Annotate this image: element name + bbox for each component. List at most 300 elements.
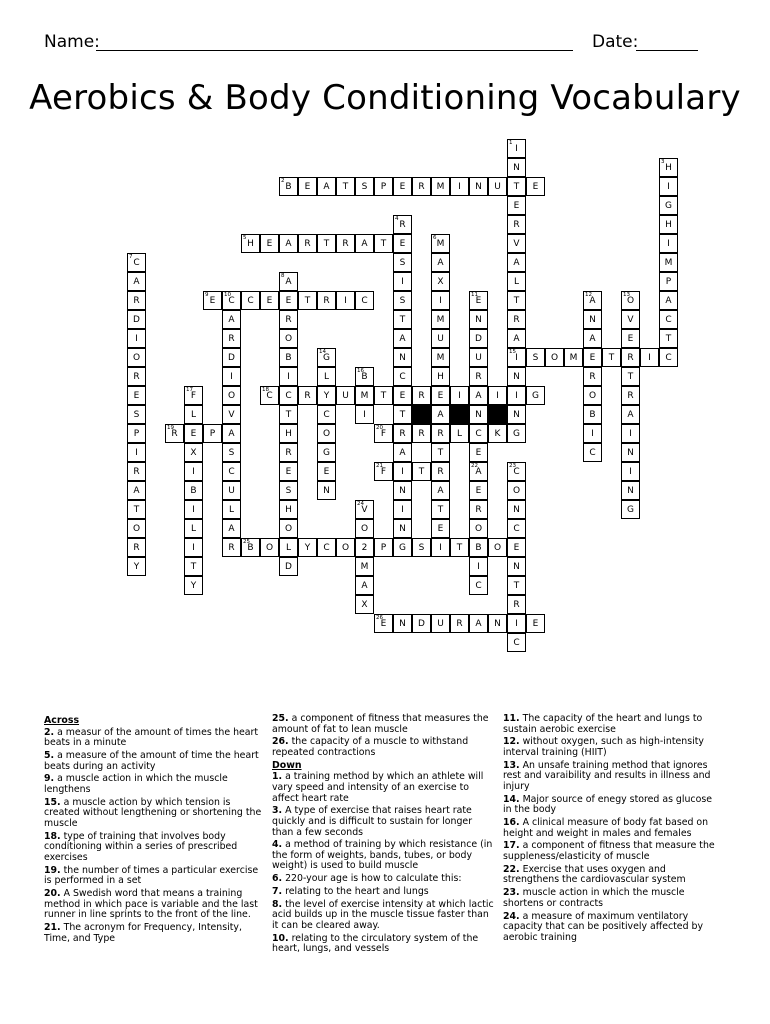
grid-cell[interactable] — [450, 424, 469, 443]
grid-cell[interactable] — [355, 386, 374, 405]
grid-cell[interactable] — [507, 272, 526, 291]
grid-cell[interactable] — [317, 424, 336, 443]
cell-letter: S — [361, 182, 368, 192]
clue-item — [503, 912, 715, 944]
cell-letter: I — [667, 239, 670, 249]
grid-cell[interactable] — [450, 386, 469, 405]
grid-cell[interactable] — [241, 291, 260, 310]
grid-cell[interactable] — [260, 386, 279, 405]
grid-cell[interactable] — [393, 481, 412, 500]
grid-cell[interactable] — [393, 272, 412, 291]
grid-cell[interactable] — [279, 424, 298, 443]
grid-cell[interactable] — [279, 310, 298, 329]
grid-cell[interactable] — [355, 177, 374, 196]
grid-cell[interactable] — [507, 196, 526, 215]
grid-cell[interactable] — [507, 310, 526, 329]
grid-cell[interactable] — [431, 253, 450, 272]
grid-cell[interactable] — [507, 576, 526, 595]
grid-cell[interactable] — [317, 348, 336, 367]
grid-cell[interactable] — [507, 481, 526, 500]
grid-cell[interactable] — [621, 405, 640, 424]
grid-cell[interactable] — [507, 386, 526, 405]
grid-cell[interactable] — [488, 538, 507, 557]
grid-cell[interactable] — [469, 462, 488, 481]
grid-cell[interactable] — [488, 177, 507, 196]
grid-cell[interactable] — [507, 462, 526, 481]
grid-cell[interactable] — [659, 177, 678, 196]
grid-cell[interactable] — [621, 443, 640, 462]
grid-cell[interactable] — [431, 519, 450, 538]
grid-cell[interactable] — [279, 462, 298, 481]
grid-cell[interactable] — [526, 614, 545, 633]
grid-cell[interactable] — [355, 405, 374, 424]
grid-cell[interactable] — [317, 367, 336, 386]
grid-cell[interactable] — [203, 424, 222, 443]
grid-cell[interactable] — [355, 291, 374, 310]
grid-cell[interactable] — [317, 177, 336, 196]
grid-cell[interactable] — [298, 538, 317, 557]
grid-cell[interactable] — [184, 538, 203, 557]
grid-cell[interactable] — [355, 538, 374, 557]
grid-cell[interactable] — [583, 348, 602, 367]
grid-cell[interactable] — [222, 538, 241, 557]
grid-cell[interactable] — [469, 519, 488, 538]
grid-cell[interactable] — [583, 424, 602, 443]
cell-letter: T — [456, 543, 463, 553]
grid-cell[interactable] — [165, 424, 184, 443]
grid-cell[interactable] — [184, 481, 203, 500]
cell-letter: E — [513, 543, 520, 553]
grid-cell[interactable] — [659, 310, 678, 329]
grid-cell[interactable] — [127, 538, 146, 557]
grid-cell[interactable] — [279, 272, 298, 291]
grid-cell[interactable] — [621, 462, 640, 481]
grid-cell[interactable] — [412, 424, 431, 443]
cell-letter: C — [266, 391, 273, 401]
grid-cell[interactable] — [545, 348, 564, 367]
grid-cell[interactable] — [374, 234, 393, 253]
grid-cell[interactable] — [184, 424, 203, 443]
grid-cell[interactable] — [507, 234, 526, 253]
grid-cell[interactable] — [222, 348, 241, 367]
grid-cell[interactable] — [507, 633, 526, 652]
grid-cell[interactable] — [298, 234, 317, 253]
grid-cell[interactable] — [317, 443, 336, 462]
grid-cell[interactable] — [621, 424, 640, 443]
grid-cell[interactable] — [298, 291, 317, 310]
grid-cell[interactable] — [355, 595, 374, 614]
grid-cell[interactable] — [507, 538, 526, 557]
clue-text: a method of training by which resistance (in the form of weights, bands, tubes, or body weight) is used to build muscle — [272, 839, 493, 872]
grid-cell[interactable] — [431, 481, 450, 500]
grid-cell[interactable] — [184, 519, 203, 538]
down-clue-list-continued — [503, 714, 715, 943]
grid-cell[interactable] — [374, 538, 393, 557]
grid-cell[interactable] — [431, 500, 450, 519]
grid-cell[interactable] — [184, 405, 203, 424]
grid-cell[interactable] — [279, 177, 298, 196]
grid-cell[interactable] — [279, 291, 298, 310]
cell-letter: R — [304, 391, 311, 401]
grid-cell[interactable] — [659, 329, 678, 348]
grid-cell[interactable] — [393, 367, 412, 386]
grid-cell[interactable] — [298, 177, 317, 196]
grid-cell[interactable] — [431, 177, 450, 196]
grid-cell[interactable] — [127, 500, 146, 519]
grid-cell[interactable] — [127, 253, 146, 272]
grid-cell[interactable] — [469, 557, 488, 576]
grid-cell[interactable] — [469, 500, 488, 519]
grid-cell[interactable] — [526, 386, 545, 405]
cell-letter: C — [475, 581, 482, 591]
cell-letter: R — [342, 239, 349, 249]
grid-cell[interactable] — [431, 386, 450, 405]
grid-cell[interactable] — [583, 405, 602, 424]
grid-cell[interactable] — [355, 557, 374, 576]
grid-cell[interactable] — [336, 386, 355, 405]
cell-letter: C — [247, 296, 254, 306]
clue-number: 18 — [262, 387, 269, 393]
grid-cell[interactable] — [222, 443, 241, 462]
grid-cell[interactable] — [583, 329, 602, 348]
grid-cell[interactable] — [127, 348, 146, 367]
grid-block-cell — [450, 405, 469, 424]
grid-cell[interactable] — [526, 348, 545, 367]
grid-cell[interactable] — [222, 386, 241, 405]
grid-cell[interactable] — [621, 386, 640, 405]
grid-cell[interactable] — [564, 348, 583, 367]
grid-cell[interactable] — [184, 443, 203, 462]
cell-letter: R — [304, 239, 311, 249]
grid-cell[interactable] — [431, 329, 450, 348]
grid-cell[interactable] — [393, 443, 412, 462]
grid-cell[interactable] — [469, 329, 488, 348]
grid-cell[interactable] — [469, 386, 488, 405]
grid-cell[interactable] — [469, 405, 488, 424]
grid-cell[interactable] — [127, 329, 146, 348]
grid-cell[interactable] — [222, 405, 241, 424]
grid-cell[interactable] — [450, 177, 469, 196]
grid-cell[interactable] — [412, 177, 431, 196]
grid-cell[interactable] — [659, 348, 678, 367]
grid-cell[interactable] — [393, 310, 412, 329]
cell-letter: L — [190, 410, 196, 420]
grid-cell[interactable] — [374, 386, 393, 405]
grid-cell[interactable] — [260, 234, 279, 253]
grid-cell[interactable] — [374, 177, 393, 196]
grid-cell[interactable] — [241, 538, 260, 557]
cell-letter: M — [436, 182, 445, 192]
cell-letter: A — [228, 315, 235, 325]
grid-cell[interactable] — [222, 310, 241, 329]
grid-cell[interactable] — [127, 272, 146, 291]
grid-cell[interactable] — [412, 614, 431, 633]
grid-cell[interactable] — [507, 424, 526, 443]
cell-letter: E — [266, 239, 273, 249]
grid-cell[interactable] — [659, 234, 678, 253]
grid-cell[interactable] — [621, 329, 640, 348]
grid-cell[interactable] — [127, 424, 146, 443]
grid-cell[interactable] — [621, 481, 640, 500]
grid-cell[interactable] — [317, 234, 336, 253]
grid-cell[interactable] — [431, 462, 450, 481]
grid-cell[interactable] — [621, 500, 640, 519]
grid-cell[interactable] — [507, 215, 526, 234]
grid-cell[interactable] — [374, 614, 393, 633]
grid-cell[interactable] — [393, 386, 412, 405]
grid-cell[interactable] — [431, 424, 450, 443]
grid-cell[interactable] — [621, 367, 640, 386]
grid-cell[interactable] — [393, 215, 412, 234]
grid-cell[interactable] — [127, 291, 146, 310]
grid-cell[interactable] — [317, 538, 336, 557]
cell-letter: R — [513, 600, 520, 610]
grid-cell[interactable] — [127, 310, 146, 329]
grid-cell[interactable] — [222, 481, 241, 500]
grid-cell[interactable] — [431, 367, 450, 386]
grid-cell[interactable] — [222, 329, 241, 348]
grid-cell[interactable] — [488, 386, 507, 405]
grid-cell[interactable] — [355, 519, 374, 538]
cell-letter: A — [399, 448, 406, 458]
cell-letter: B — [285, 353, 292, 363]
grid-cell[interactable] — [317, 462, 336, 481]
grid-cell[interactable] — [431, 443, 450, 462]
grid-cell[interactable] — [393, 291, 412, 310]
grid-cell[interactable] — [412, 386, 431, 405]
grid-cell[interactable] — [450, 614, 469, 633]
grid-cell[interactable] — [507, 139, 526, 158]
grid-cell[interactable] — [127, 405, 146, 424]
cell-letter: A — [361, 239, 368, 249]
grid-cell[interactable] — [241, 234, 260, 253]
grid-cell[interactable] — [469, 424, 488, 443]
grid-cell[interactable] — [469, 348, 488, 367]
grid-cell[interactable] — [222, 519, 241, 538]
grid-cell[interactable] — [355, 576, 374, 595]
grid-cell[interactable] — [222, 367, 241, 386]
grid-cell[interactable] — [659, 215, 678, 234]
cell-letter: E — [532, 619, 539, 629]
grid-cell[interactable] — [317, 291, 336, 310]
cell-letter: I — [344, 296, 347, 306]
grid-cell[interactable] — [450, 538, 469, 557]
grid-cell[interactable] — [431, 348, 450, 367]
grid-cell[interactable] — [336, 234, 355, 253]
grid-cell[interactable] — [583, 310, 602, 329]
grid-cell[interactable] — [279, 348, 298, 367]
grid-cell[interactable] — [317, 405, 336, 424]
grid-cell[interactable] — [393, 234, 412, 253]
grid-cell[interactable] — [393, 538, 412, 557]
grid-cell[interactable] — [127, 367, 146, 386]
grid-cell[interactable] — [279, 405, 298, 424]
cell-letter: Y — [190, 581, 197, 591]
grid-cell[interactable] — [222, 462, 241, 481]
grid-cell[interactable] — [184, 386, 203, 405]
grid-cell[interactable] — [412, 538, 431, 557]
grid-cell[interactable] — [336, 177, 355, 196]
grid-cell[interactable] — [469, 481, 488, 500]
cell-letter: R — [285, 448, 292, 458]
grid-cell[interactable] — [336, 538, 355, 557]
cell-letter: S — [532, 353, 539, 363]
grid-cell[interactable] — [526, 177, 545, 196]
grid-cell[interactable] — [374, 424, 393, 443]
grid-cell[interactable] — [469, 538, 488, 557]
cell-letter: R — [437, 467, 444, 477]
cell-letter: D — [285, 562, 292, 572]
grid-cell[interactable] — [583, 291, 602, 310]
grid-cell[interactable] — [469, 367, 488, 386]
grid-cell[interactable] — [127, 481, 146, 500]
grid-cell[interactable] — [507, 595, 526, 614]
grid-cell[interactable] — [393, 177, 412, 196]
cell-letter: S — [285, 486, 292, 496]
clue-number-label: 8. — [272, 898, 283, 910]
cell-letter: N — [513, 372, 520, 382]
grid-cell[interactable] — [431, 614, 450, 633]
grid-cell[interactable] — [355, 367, 374, 386]
grid-cell[interactable] — [431, 405, 450, 424]
grid-cell[interactable] — [393, 424, 412, 443]
grid-cell[interactable] — [583, 386, 602, 405]
grid-cell[interactable] — [317, 481, 336, 500]
grid-cell[interactable] — [127, 386, 146, 405]
grid-cell[interactable] — [659, 291, 678, 310]
grid-cell[interactable] — [488, 424, 507, 443]
grid-cell[interactable] — [431, 310, 450, 329]
grid-cell[interactable] — [222, 424, 241, 443]
grid-cell[interactable] — [279, 329, 298, 348]
grid-cell[interactable] — [355, 234, 374, 253]
grid-cell[interactable] — [621, 310, 640, 329]
grid-cell[interactable] — [127, 462, 146, 481]
grid-cell[interactable] — [336, 291, 355, 310]
grid-cell[interactable] — [203, 291, 222, 310]
grid-cell[interactable] — [431, 272, 450, 291]
grid-cell[interactable] — [507, 291, 526, 310]
clue-number: 6 — [433, 235, 437, 241]
grid-cell[interactable] — [507, 519, 526, 538]
grid-cell[interactable] — [317, 386, 336, 405]
grid-cell[interactable] — [602, 348, 621, 367]
grid-cell[interactable] — [469, 576, 488, 595]
grid-cell[interactable] — [222, 500, 241, 519]
clues-column-3 — [503, 714, 715, 946]
grid-cell[interactable] — [279, 367, 298, 386]
clue-item — [503, 818, 715, 839]
grid-cell[interactable] — [127, 519, 146, 538]
grid-cell[interactable] — [469, 291, 488, 310]
grid-cell[interactable] — [393, 614, 412, 633]
grid-cell[interactable] — [127, 557, 146, 576]
grid-cell[interactable] — [659, 272, 678, 291]
grid-cell[interactable] — [393, 329, 412, 348]
grid-cell[interactable] — [298, 386, 317, 405]
grid-cell[interactable] — [431, 291, 450, 310]
grid-cell[interactable] — [393, 405, 412, 424]
grid-cell[interactable] — [621, 291, 640, 310]
grid-cell[interactable] — [507, 348, 526, 367]
grid-cell[interactable] — [279, 500, 298, 519]
clue-number-label: 15. — [44, 796, 61, 808]
grid-cell[interactable] — [374, 462, 393, 481]
grid-cell[interactable] — [488, 614, 507, 633]
grid-cell[interactable] — [393, 253, 412, 272]
down-heading: Down — [272, 759, 302, 771]
grid-cell[interactable] — [507, 253, 526, 272]
grid-cell[interactable] — [507, 405, 526, 424]
grid-cell[interactable] — [507, 177, 526, 196]
grid-cell[interactable] — [659, 196, 678, 215]
grid-cell[interactable] — [507, 329, 526, 348]
grid-cell[interactable] — [507, 614, 526, 633]
cell-letter: T — [627, 372, 634, 382]
grid-cell[interactable] — [260, 538, 279, 557]
grid-cell[interactable] — [507, 367, 526, 386]
clue-number: 12 — [585, 292, 592, 298]
grid-cell[interactable] — [393, 348, 412, 367]
grid-cell[interactable] — [279, 234, 298, 253]
grid-cell[interactable] — [279, 538, 298, 557]
grid-cell[interactable] — [431, 234, 450, 253]
grid-cell[interactable] — [279, 386, 298, 405]
clue-number-label: 23. — [503, 887, 520, 899]
grid-cell[interactable] — [640, 348, 659, 367]
grid-cell[interactable] — [127, 443, 146, 462]
grid-cell[interactable] — [184, 576, 203, 595]
grid-cell[interactable] — [469, 443, 488, 462]
cell-letter: V — [361, 505, 368, 515]
cell-letter: E — [266, 296, 273, 306]
grid-cell[interactable] — [279, 481, 298, 500]
grid-cell[interactable] — [507, 557, 526, 576]
grid-cell[interactable] — [355, 500, 374, 519]
cell-letter: E — [399, 182, 406, 192]
grid-cell[interactable] — [393, 519, 412, 538]
grid-cell[interactable] — [469, 310, 488, 329]
grid-cell[interactable] — [279, 519, 298, 538]
clue-number: 19 — [167, 425, 174, 431]
grid-cell[interactable] — [279, 443, 298, 462]
grid-cell[interactable] — [431, 538, 450, 557]
grid-cell[interactable] — [412, 462, 431, 481]
cell-letter: Y — [304, 543, 311, 553]
grid-cell[interactable] — [507, 158, 526, 177]
grid-cell[interactable] — [184, 462, 203, 481]
grid-cell[interactable] — [583, 443, 602, 462]
clue-number-label: 4. — [272, 839, 283, 851]
grid-cell[interactable] — [393, 462, 412, 481]
cell-letter: M — [436, 353, 445, 363]
grid-cell[interactable] — [279, 557, 298, 576]
grid-cell[interactable] — [184, 500, 203, 519]
grid-cell[interactable] — [507, 500, 526, 519]
grid-cell[interactable] — [260, 291, 279, 310]
grid-cell[interactable] — [659, 253, 678, 272]
grid-cell[interactable] — [222, 291, 241, 310]
grid-cell[interactable] — [583, 367, 602, 386]
grid-cell[interactable] — [469, 614, 488, 633]
grid-cell[interactable] — [621, 348, 640, 367]
grid-cell[interactable] — [184, 557, 203, 576]
grid-cell[interactable] — [659, 158, 678, 177]
cell-letter: E — [437, 524, 444, 534]
cell-letter: I — [401, 277, 404, 287]
grid-cell[interactable] — [393, 500, 412, 519]
grid-cell[interactable] — [469, 177, 488, 196]
